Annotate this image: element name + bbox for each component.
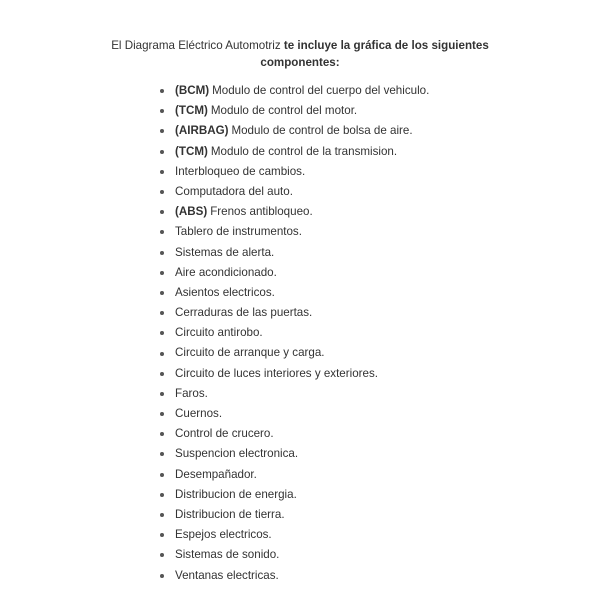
component-text: Cuernos. xyxy=(175,407,223,420)
intro-paragraph xyxy=(95,37,505,71)
component-code: (ABS) xyxy=(175,205,208,219)
bullet-icon xyxy=(160,473,164,477)
component-code: (BCM) xyxy=(175,84,210,97)
bullet-icon xyxy=(160,210,164,214)
component-text: Computadora del auto. xyxy=(175,184,293,198)
list-item xyxy=(160,182,580,202)
component-text: Faros. xyxy=(175,386,208,400)
list-item xyxy=(160,384,580,404)
component-text: Circuito de luces interiores y exteriores. xyxy=(175,366,378,380)
bullet-icon xyxy=(160,331,164,335)
component-text: Cerraduras de las puertas. xyxy=(175,306,313,320)
bullet-icon xyxy=(160,291,164,295)
bullet-icon xyxy=(160,230,164,234)
intro-bold-text: te incluye la gráfica de los siguientes componentes: xyxy=(260,39,489,69)
list-item xyxy=(160,162,580,182)
bullet-icon xyxy=(160,129,164,133)
bullet-icon xyxy=(160,392,164,396)
list-item xyxy=(160,81,580,101)
component-text: Distribucion de energia. xyxy=(175,487,297,501)
component-text: Ventanas electricas. xyxy=(175,568,279,582)
list-item xyxy=(160,263,580,283)
bullet-icon xyxy=(160,412,164,416)
component-text: Control de crucero. xyxy=(175,427,274,441)
component-text: Sistemas de alerta. xyxy=(175,245,275,259)
list-item xyxy=(160,323,580,343)
component-text: Circuito de arranque y carga. xyxy=(175,346,325,360)
list-item xyxy=(160,243,580,263)
bullet-icon xyxy=(160,109,164,113)
list-item xyxy=(160,505,580,525)
component-text: Modulo de control de bolsa de aire. xyxy=(231,124,413,138)
component-text: Aire acondicionado. xyxy=(175,265,277,279)
component-text: Sistemas de sonido. xyxy=(175,548,280,562)
component-code: (TCM) xyxy=(175,144,208,158)
component-text: Modulo de control del motor. xyxy=(210,104,358,118)
list-item xyxy=(160,424,580,444)
list-item xyxy=(160,343,580,363)
list-item xyxy=(160,525,580,545)
bullet-icon xyxy=(160,271,164,275)
component-text: Asientos electricos. xyxy=(175,285,275,299)
component-text: Suspencion electronica. xyxy=(175,447,299,461)
bullet-icon xyxy=(160,190,164,194)
bullet-icon xyxy=(160,89,164,93)
bullet-icon xyxy=(160,574,164,578)
bullet-icon xyxy=(160,493,164,497)
list-item xyxy=(160,485,580,505)
bullet-icon xyxy=(160,372,164,376)
list-item xyxy=(160,364,580,384)
component-text: Modulo de control de la transmision. xyxy=(210,144,398,158)
component-text: Interbloqueo de cambios. xyxy=(175,164,306,178)
component-code: (TCM) xyxy=(175,104,208,118)
component-text: Frenos antibloqueo. xyxy=(210,205,313,219)
component-text: Espejos electricos. xyxy=(175,528,272,542)
list-item xyxy=(160,121,580,141)
list-item xyxy=(160,404,580,424)
components-list xyxy=(160,81,580,586)
bullet-icon xyxy=(160,251,164,255)
intro-normal-text: El Diagrama Eléctrico Automotriz xyxy=(111,39,281,52)
component-text: Tablero de instrumentos. xyxy=(175,225,302,239)
bullet-icon xyxy=(160,432,164,436)
bullet-icon xyxy=(160,311,164,315)
component-text: Distribucion de tierra. xyxy=(175,507,285,521)
list-item xyxy=(160,142,580,162)
component-text: Circuito antirobo. xyxy=(175,326,263,340)
list-item xyxy=(160,222,580,242)
component-code: (AIRBAG) xyxy=(175,124,229,138)
component-text: Desempañador. xyxy=(175,467,257,481)
bullet-icon xyxy=(160,513,164,517)
list-item xyxy=(160,465,580,485)
bullet-icon xyxy=(160,170,164,174)
list-item xyxy=(160,545,580,565)
bullet-icon xyxy=(160,533,164,537)
bullet-icon xyxy=(160,553,164,557)
list-item xyxy=(160,101,580,121)
bullet-icon xyxy=(160,452,164,456)
list-item xyxy=(160,202,580,222)
list-item xyxy=(160,444,580,464)
bullet-icon xyxy=(160,150,164,154)
list-item xyxy=(160,303,580,323)
list-item xyxy=(160,566,580,586)
component-text: Modulo de control del cuerpo del vehiculo. xyxy=(212,84,430,97)
bullet-icon xyxy=(160,352,164,356)
list-item xyxy=(160,283,580,303)
